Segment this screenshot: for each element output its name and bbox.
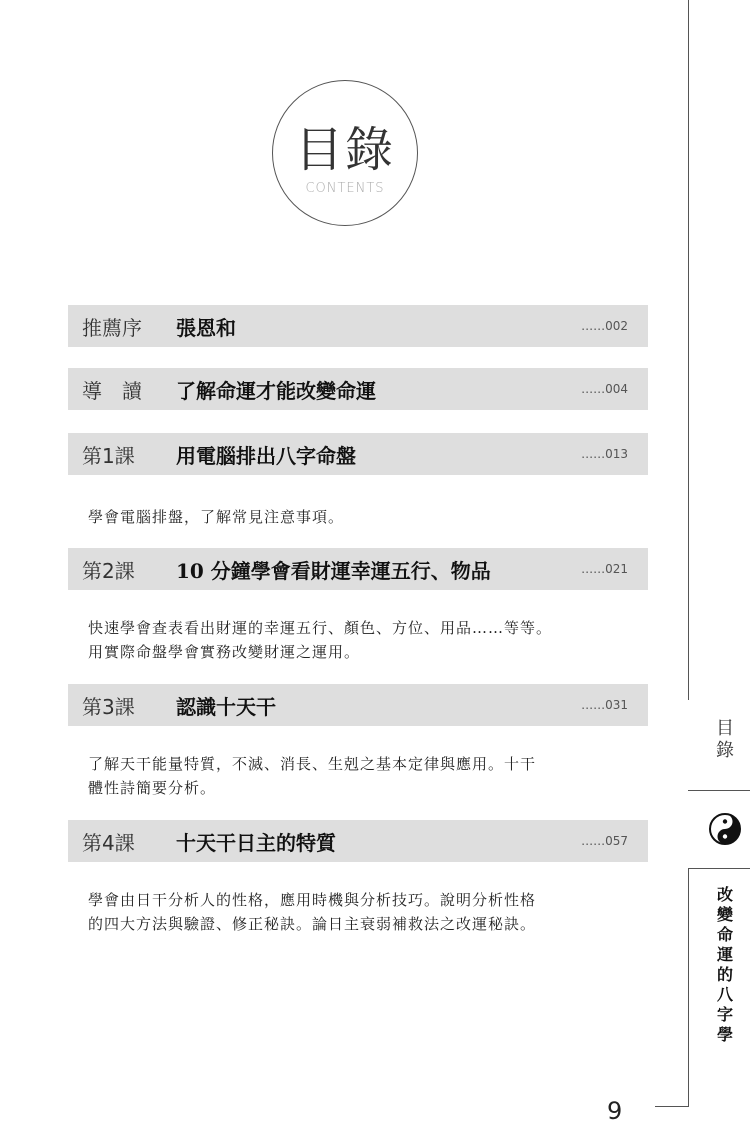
toc-entry-title: 張恩和 xyxy=(176,315,236,340)
toc-entry-label: 第4課 xyxy=(82,830,135,855)
section-tab-char: 錄 xyxy=(716,740,734,761)
yin-yang-icon xyxy=(708,812,742,846)
toc-entry-label: 第3課 xyxy=(82,694,135,719)
lesson-2-description xyxy=(88,616,648,664)
page-number: 9 xyxy=(607,1097,623,1125)
toc-entry-preface[interactable] xyxy=(68,305,648,347)
toc-entry-page: ……021 xyxy=(581,562,628,576)
book-title-char: 八 xyxy=(716,985,733,1004)
description-line: 的四大方法與驗證、修正秘訣。論日主衰弱補救法之改運秘訣。 xyxy=(88,915,537,933)
toc-entry-lesson-2[interactable] xyxy=(68,548,648,590)
toc-entry-title: 用電腦排出八字命盤 xyxy=(176,443,356,468)
book-title-char: 運 xyxy=(716,945,733,964)
toc-entry-title: 十天干日主的特質 xyxy=(176,830,336,855)
section-tab-rule xyxy=(688,790,750,791)
toc-entry-lesson-3[interactable] xyxy=(68,684,648,726)
toc-entry-page: ……013 xyxy=(581,447,628,461)
toc-entry-title: 了解命運才能改變命運 xyxy=(176,378,376,403)
description-line: 用實際命盤學會實務改變財運之運用。 xyxy=(88,643,361,661)
book-title-char: 變 xyxy=(716,905,733,924)
contents-title: 目錄 xyxy=(294,122,395,178)
toc-entry-page: ……002 xyxy=(581,319,628,333)
description-line: 學會由日干分析人的性格，應用時機與分析技巧。說明分析性格 xyxy=(88,891,537,909)
contents-emblem xyxy=(272,80,418,226)
book-title-char: 命 xyxy=(716,925,733,944)
book-title-vertical xyxy=(712,885,738,1045)
toc-entry-lesson-1[interactable] xyxy=(68,433,648,475)
toc-entry-page: ……004 xyxy=(581,382,628,396)
description-line: 快速學會查表看出財運的幸運五行、顏色、方位、用品……等等。 xyxy=(88,619,553,637)
footer-rule xyxy=(655,1106,689,1107)
toc-entry-label: 第2課 xyxy=(82,558,135,583)
description-line: 學會電腦排盤，了解常見注意事項。 xyxy=(88,508,345,526)
book-title-char: 學 xyxy=(716,1025,733,1044)
lesson-1-description xyxy=(88,505,648,529)
book-title-char: 改 xyxy=(716,885,733,904)
contents-subtitle: CONTENTS xyxy=(305,181,385,196)
toc-entry-title: 10 分鐘學會看財運幸運五行、物品 xyxy=(176,558,491,583)
book-title-char: 的 xyxy=(716,965,733,984)
toc-entry-introduction[interactable] xyxy=(68,368,648,410)
book-title-rule xyxy=(688,868,750,869)
toc-entry-title: 認識十天干 xyxy=(176,694,276,719)
section-tab-char: 目 xyxy=(716,718,734,739)
description-line: 了解天干能量特質，不滅、消長、生剋之基本定律與應用。十干 xyxy=(88,755,537,773)
toc-entry-page: ……031 xyxy=(581,698,628,712)
description-line: 體性詩簡要分析。 xyxy=(88,779,217,797)
toc-entry-lesson-4[interactable] xyxy=(68,820,648,862)
lesson-4-description xyxy=(88,888,648,936)
margin-rule-bottom xyxy=(688,868,689,1106)
toc-entry-page: ……057 xyxy=(581,834,628,848)
toc-entry-label: 推薦序 xyxy=(82,315,142,340)
toc-entry-label: 導 讀 xyxy=(82,378,142,403)
margin-rule-top xyxy=(688,0,689,700)
toc-entry-label: 第1課 xyxy=(82,443,135,468)
lesson-3-description xyxy=(88,752,648,800)
book-title-char: 字 xyxy=(716,1005,733,1024)
section-tab-contents[interactable] xyxy=(712,718,738,762)
